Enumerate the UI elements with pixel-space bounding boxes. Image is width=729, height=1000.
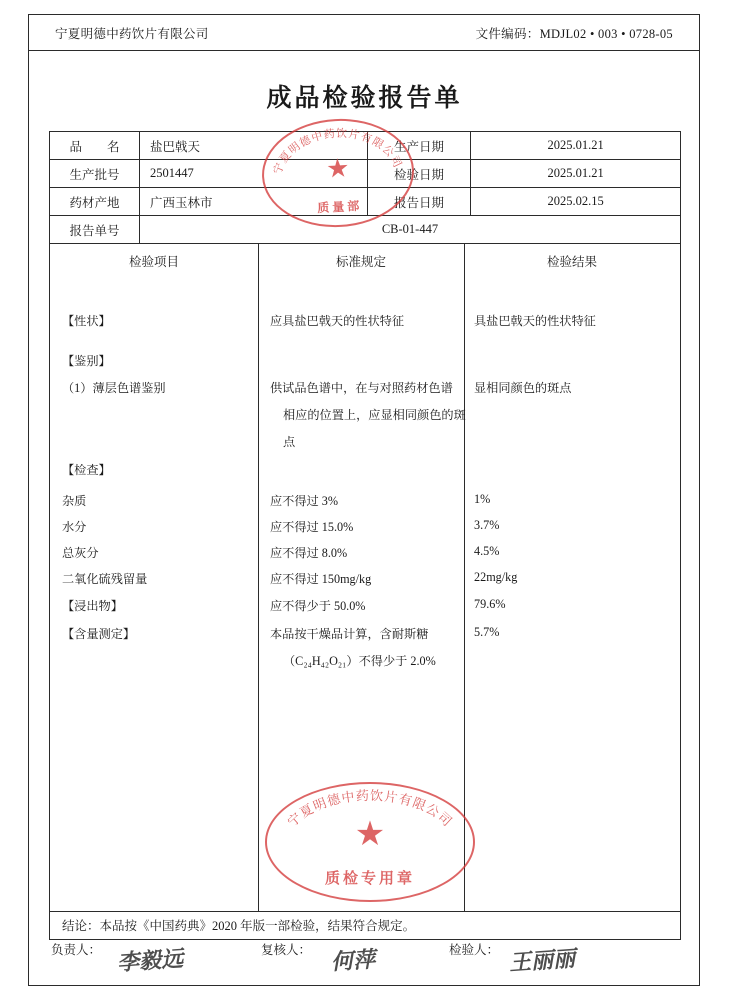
production-date-label: 生产日期 [367, 132, 471, 160]
table-row [50, 461, 680, 485]
origin-value: 广西玉林市 [139, 188, 367, 216]
report-date-label: 报告日期 [367, 188, 471, 216]
result-value: 3.7% [474, 518, 500, 532]
result-standard: 应不得过 150mg/kg [270, 572, 372, 586]
svg-text:宁夏明德中药饮片有限公司: 宁夏明德中药饮片有限公司 [271, 127, 404, 177]
result-item: 总灰分 [62, 546, 99, 560]
reviewer-label: 复核人： [261, 943, 312, 957]
table-row [50, 216, 681, 244]
result-standard: 应不得过 3% [270, 494, 339, 508]
svg-text:宁夏明德中药饮片有限公司: 宁夏明德中药饮片有限公司 [284, 787, 456, 830]
table-row [50, 352, 680, 376]
product-name-value: 盐巴戟天 [139, 132, 367, 160]
result-value: 22mg/kg [474, 570, 518, 584]
conclusion-text: 结论：本品按《中国药典》2020 年版一部检验，结果符合规定。 [49, 912, 681, 940]
result-standard: 应不得过 8.0% [270, 546, 348, 560]
result-standard: 应不得过 15.0% [270, 520, 354, 534]
result-value: 79.6% [474, 597, 506, 611]
report-no-value: CB-01-447 [139, 216, 680, 244]
owner-label: 负责人： [51, 943, 102, 957]
result-standard: 应不得少于 50.0% [270, 599, 366, 613]
result-value: 显相同颜色的斑点 [474, 381, 572, 395]
result-item: （1）薄层色谱鉴别 [62, 381, 166, 395]
result-item: 水分 [62, 520, 87, 534]
table-row [50, 625, 680, 649]
column-header-result: 检验结果 [546, 255, 597, 269]
result-item: 【含量测定】 [62, 627, 136, 641]
result-standard: 相应的位置上，应显相同颜色的斑 [283, 408, 466, 422]
inspect-date-label: 检验日期 [367, 160, 471, 188]
company-name: 宁夏明德中药饮片有限公司 [55, 26, 209, 41]
result-standard: 供试品色谱中，在与对照药材色谱 [270, 381, 453, 395]
document-code [476, 24, 673, 42]
reviewer-signature: 何萍 [330, 946, 376, 975]
product-name-label: 品 名 [50, 132, 140, 160]
production-date-value: 2025.01.21 [471, 132, 681, 160]
batch-label: 生产批号 [50, 160, 140, 188]
star-icon: ★ [325, 153, 351, 184]
result-standard: 本品按干燥品计算，含耐斯糖 [270, 627, 429, 641]
result-standard: 点 [283, 435, 296, 449]
inspector-signature: 王丽丽 [508, 945, 576, 976]
document-header [29, 15, 699, 51]
result-item: 【检查】 [62, 463, 111, 477]
page-title: 成品检验报告单 [266, 85, 463, 112]
table-row [50, 518, 680, 542]
table-row [50, 188, 681, 216]
table-row [50, 160, 681, 188]
inspect-date-value: 2025.01.21 [471, 160, 681, 188]
document-code-label: 文件编码： [475, 26, 540, 41]
report-no-label: 报告单号 [50, 216, 140, 244]
inspector-label: 检验人： [449, 943, 500, 957]
result-item: 【性状】 [62, 314, 111, 328]
result-item: 二氧化硫残留量 [62, 572, 148, 586]
report-date-value: 2025.02.15 [471, 188, 681, 216]
table-row [50, 544, 680, 568]
stamp-top-bottom-text: 质量部 [316, 198, 363, 216]
table-row [50, 132, 681, 160]
batch-value: 2501447 [139, 160, 367, 188]
result-standard: 应具盐巴戟天的性状特征 [270, 314, 405, 328]
table-row [50, 312, 680, 336]
result-item: 【鉴别】 [62, 354, 111, 368]
result-value: 4.5% [474, 544, 500, 558]
document-code-value: MDJL02 • 003 • 0728-05 [539, 26, 673, 41]
info-table [49, 131, 681, 244]
table-row [50, 652, 680, 676]
table-row [50, 433, 680, 457]
column-header-item: 检验项目 [128, 255, 179, 269]
table-row [50, 492, 680, 516]
stamp-bottom-bottom-text: 质检专用章 [324, 871, 415, 887]
result-value: 5.7% [474, 625, 500, 639]
column-header-standard: 标准规定 [335, 255, 386, 269]
result-item: 杂质 [62, 494, 87, 508]
owner-signature: 李毅远 [116, 945, 184, 976]
results-table [49, 243, 681, 912]
result-value: 1% [474, 492, 491, 506]
result-value: 具盐巴戟天的性状特征 [474, 314, 596, 328]
origin-label: 药材产地 [50, 188, 140, 216]
result-standard: （C₂₄H₄₂O₂₁）不得少于 2.0% [283, 654, 436, 668]
signature-row [49, 940, 681, 984]
table-row [50, 406, 680, 430]
star-icon: ★ [354, 816, 386, 854]
table-row [50, 597, 680, 621]
result-item: 【浸出物】 [62, 599, 123, 613]
table-row [50, 379, 680, 403]
table-row [50, 570, 680, 594]
